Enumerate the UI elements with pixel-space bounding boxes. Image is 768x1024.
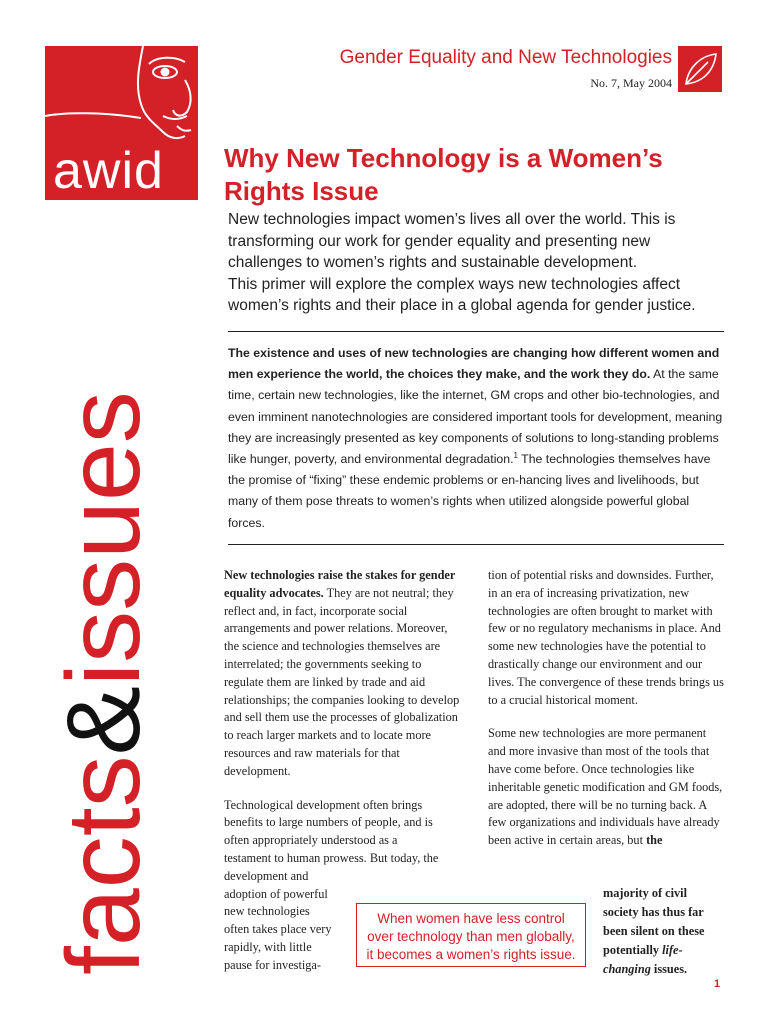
intro-line: New technologies impact women’s lives all over the world. This is	[228, 211, 676, 228]
text-line: often takes place very	[224, 922, 332, 937]
text-line: rapidly, with little	[224, 939, 312, 954]
series-title: Gender Equality and New Technologies	[339, 47, 672, 68]
text-line: development and	[224, 868, 309, 883]
body-column-right	[488, 567, 724, 866]
text-line: adoption of powerful	[224, 886, 328, 901]
text-line: new technologies	[224, 904, 310, 919]
lead-text-b: The technologies themselves have the promise of “fixing” these endemic problems or en-hancing lives and livelihoods, but many of them pose threats to women’s rights when utilized alongside powerful global forces.	[228, 452, 711, 530]
divider-top	[228, 331, 724, 332]
side-title	[46, 275, 162, 975]
text-fragment: potentially	[603, 943, 663, 957]
body-paragraph	[488, 725, 724, 850]
lead-bold: The existence and uses of new technologies are changing how different women and men experience the world, the choices they make, and the work they do.	[228, 346, 720, 382]
logo-text: awid	[53, 142, 164, 200]
paragraph-bold-continuation	[603, 884, 727, 979]
intro-line: women’s rights and their place in a global agenda for gender justice.	[228, 297, 696, 314]
lead-paragraph	[228, 343, 728, 534]
side-title-ampersand: &	[46, 685, 162, 756]
pull-quote: When women have less control over technology than men globally, it becomes a women’s rights issue.	[356, 903, 586, 967]
text-line: testament to human prowess. But today, the	[224, 850, 439, 865]
text-line: majority of civil	[603, 886, 688, 900]
paragraph-text: They are not neutral; they reflect and, in fact, incorporate social arrangements and power relations. Moreover, the science and technologies themselves are interrelated; the governments seeking to regulate them are linked by trade and aid relationships; the companies looking to develop and sell them use the processes of globalization to reach larger markets and to locate more resources and raw materials for that development.	[224, 585, 460, 778]
body-paragraph	[224, 567, 460, 781]
text-line	[603, 941, 727, 960]
side-title-facts: facts	[46, 755, 162, 975]
text-line: pause for investiga-	[224, 957, 321, 972]
body-paragraph: tion of potential risks and downsides. Further, in an era of increasing privatization, new technologies are often brought to market with few or no regulatory mechanisms in place. And some new technologies have the potential to drastically change our environment and our lives. The convergence of these trends brings us to a crucial historical moment.	[488, 568, 724, 707]
text-line	[603, 960, 727, 979]
intro-line: This primer will explore the complex ways new technologies affect	[228, 275, 680, 293]
text-line: society has thus far	[603, 905, 704, 919]
text-fragment-italic: life-	[662, 943, 683, 957]
article-title: Why New Technology is a Women’s Rights Issue	[224, 143, 663, 206]
text-line: been silent on these	[603, 924, 705, 938]
intro-paragraph	[228, 209, 728, 317]
text-fragment: issues.	[650, 962, 688, 976]
divider-bottom	[228, 544, 724, 545]
footnote-marker: 1	[513, 450, 518, 460]
intro-line: challenges to women’s rights and sustainable development.	[228, 254, 637, 271]
text-fragment-italic: changing	[603, 962, 651, 976]
paragraph-bold-end: the	[646, 833, 663, 848]
page-number: 1	[714, 978, 721, 990]
text-line: benefits to large numbers of people, and is	[224, 815, 433, 830]
paragraph-lead-bold: New technologies raise the stakes for gender equality advocates.	[224, 568, 456, 600]
awid-logo	[45, 46, 198, 200]
paragraph-text: Some new technologies are more permanent and more invasive than most of the tools that have come before. Once technologies like inheritable genetic modification and GM foods, are adopted, there will be no turning back. A few organizations and individuals have already been active in certain areas, but	[488, 726, 723, 848]
lead-text-a: At the same time, certain new technologies, like the internet, GM crops and other bio-technologies, and even imminent nanotechnologies are considered important tools for development, meaning they are increasingly presented as key components of solutions to long-standing problems like hunger, poverty, and environmental degradation.	[228, 367, 723, 467]
leaf-icon	[678, 46, 722, 92]
intro-line: transforming our work for gender equality and presenting new	[228, 232, 651, 250]
side-title-issues: issues	[46, 391, 162, 686]
issue-number: No. 7, May 2004	[590, 76, 672, 90]
text-line: Technological development often brings	[224, 797, 423, 812]
text-line: often appropriately understood as a	[224, 833, 398, 848]
